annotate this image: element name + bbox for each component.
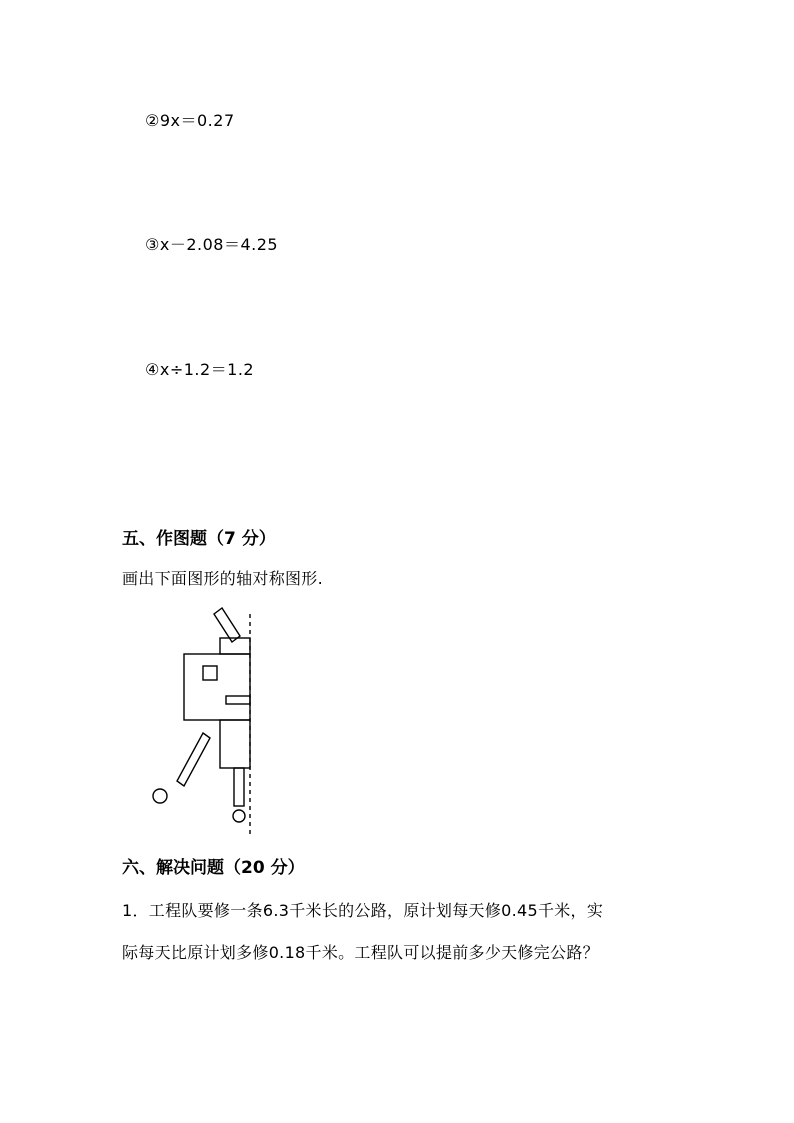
equation-3: ③x－2.08＝4.25 <box>145 235 279 254</box>
figure-head <box>184 654 250 720</box>
figure-leg <box>234 768 244 806</box>
figure-body <box>220 720 250 768</box>
equation-4: ④x÷1.2＝1.2 <box>145 360 255 379</box>
section-6-title: 六、解决问题（20 分） <box>122 858 305 878</box>
problem-1-line-1: 1．工程队要修一条6.3千米长的公路，原计划每天修0.45千米，实 <box>122 901 604 920</box>
figure-hand <box>153 789 167 803</box>
figure-eye <box>203 666 217 680</box>
section-5-instruction: 画出下面图形的轴对称图形. <box>122 569 323 588</box>
figure-foot <box>233 810 245 822</box>
figure-mouth <box>226 696 250 704</box>
section-5-title: 五、作图题（7 分） <box>122 529 276 549</box>
equation-2: ②9x＝0.27 <box>145 111 235 130</box>
problem-1-line-2: 际每天比原计划多修0.18千米。工程队可以提前多少天修完公路？ <box>122 943 599 962</box>
symmetry-figure <box>140 600 270 840</box>
figure-antenna <box>214 608 240 642</box>
figure-arm <box>177 733 210 786</box>
